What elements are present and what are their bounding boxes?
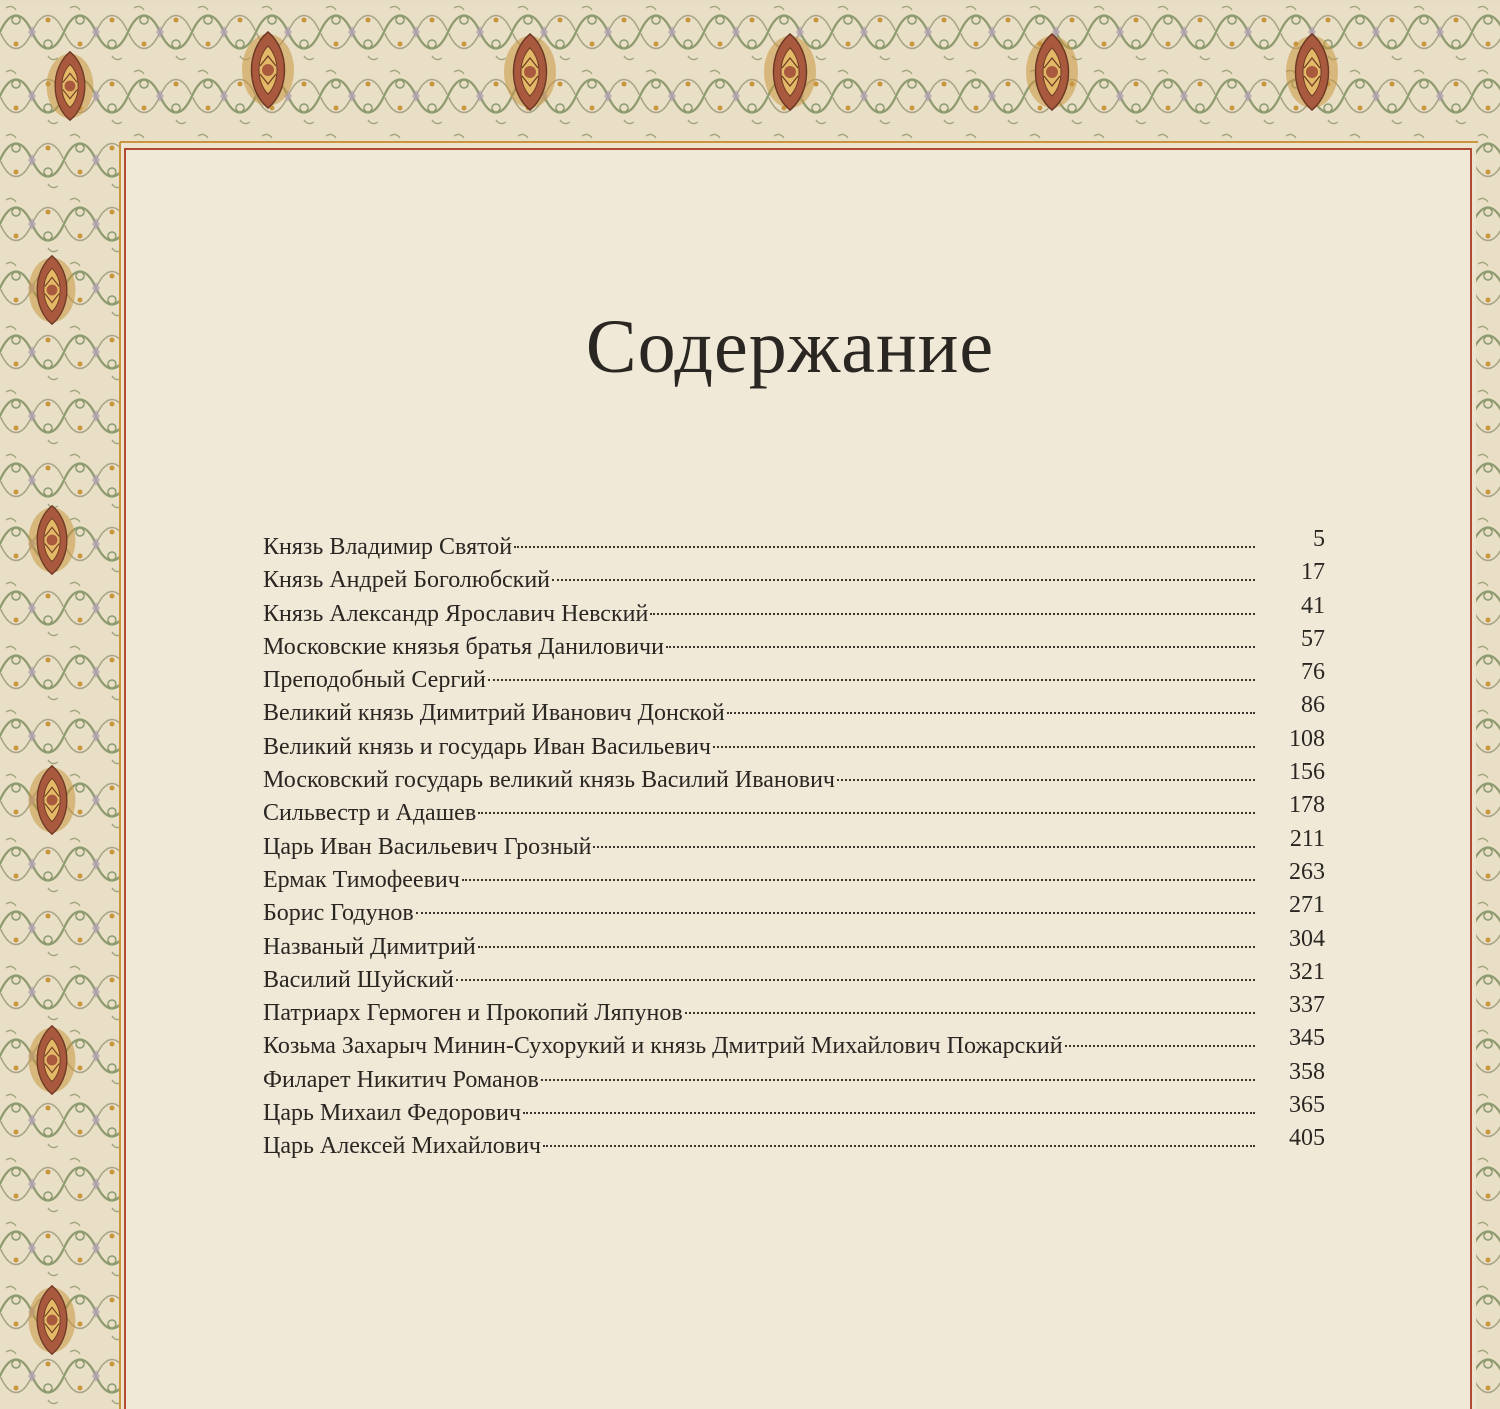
toc-entry-title: Князь Андрей Боголюбский [263, 564, 552, 597]
toc-entry-title: Козьма Захарыч Минин-Сухорукий и князь Дмитрий Михайлович Пожарский [263, 1030, 1065, 1063]
toc-entry [263, 958, 1333, 997]
toc-entry-page-number: 271 [1289, 892, 1325, 919]
toc-entry-title: Филарет Никитич Романов [263, 1064, 541, 1097]
toc-entry-page-number: 57 [1301, 625, 1325, 652]
toc-entry-title: Московские князья братья Даниловичи [263, 631, 666, 664]
toc-entry-page-number: 345 [1289, 1025, 1325, 1052]
toc-entry [263, 792, 1333, 830]
toc-leader-dots [416, 910, 1255, 914]
toc-entry-page-number: 86 [1301, 692, 1325, 719]
toc-leader-dots [666, 644, 1255, 648]
toc-leader-dots [543, 1143, 1255, 1147]
toc-entry-page-number: 321 [1289, 958, 1325, 985]
toc-entry [263, 1058, 1333, 1097]
toc-entry-page-number: 358 [1289, 1058, 1325, 1085]
toc-entry [263, 592, 1333, 631]
toc-entry [263, 992, 1333, 1030]
toc-entry-title: Московский государь великий князь Василий Иванович [263, 764, 837, 797]
toc-entry [263, 659, 1333, 697]
toc-leader-dots [523, 1110, 1255, 1114]
toc-entry [263, 892, 1333, 930]
toc-entry-title: Князь Александр Ярославич Невский [263, 598, 650, 631]
toc-entry-page-number: 263 [1289, 858, 1325, 885]
toc-entry-title: Преподобный Сергий [263, 664, 488, 697]
toc-leader-dots [685, 1010, 1255, 1014]
toc-entry-page-number: 41 [1301, 592, 1325, 619]
toc-leader-dots [837, 777, 1255, 781]
toc-entry-page-number: 156 [1289, 759, 1325, 786]
toc-leader-dots [713, 744, 1255, 748]
toc-entry-page-number: 178 [1289, 792, 1325, 819]
toc-entry [263, 925, 1333, 964]
toc-entry-title: Патриарх Гермоген и Прокопий Ляпунов [263, 997, 685, 1030]
toc-entry [263, 1025, 1333, 1063]
toc-entry [263, 825, 1333, 864]
toc-entry [263, 725, 1333, 764]
toc-entry [263, 1092, 1333, 1130]
toc-entry [263, 1125, 1333, 1163]
toc-entry [263, 559, 1333, 597]
toc-entry-page-number: 76 [1301, 659, 1325, 686]
toc-leader-dots [1065, 1043, 1255, 1047]
toc-entry [263, 526, 1333, 564]
toc-entry [263, 692, 1333, 730]
toc-entry-page-number: 211 [1289, 825, 1325, 852]
toc-entry-page-number: 365 [1289, 1092, 1325, 1119]
toc-entry-title: Царь Алексей Михайлович [263, 1130, 543, 1163]
toc-entry-page-number: 304 [1289, 925, 1325, 952]
toc-leader-dots [593, 844, 1255, 848]
toc-entry-title: Великий князь и государь Иван Васильевич [263, 731, 713, 764]
toc-entry-page-number: 5 [1313, 526, 1325, 552]
toc-leader-dots [541, 1077, 1255, 1081]
toc-leader-dots [514, 544, 1255, 548]
toc-leader-dots [478, 944, 1255, 948]
toc-entry-title: Ермак Тимофеевич [263, 864, 462, 897]
toc-leader-dots [650, 611, 1255, 615]
toc-entry-page-number: 108 [1289, 725, 1325, 752]
toc-entry-title: Царь Иван Васильевич Грозный [263, 831, 593, 864]
toc-entry-title: Сильвестр и Адашев [263, 797, 478, 830]
toc-entry [263, 625, 1333, 664]
toc-entry-page-number: 17 [1301, 559, 1325, 586]
toc-entry-page-number: 405 [1289, 1125, 1325, 1152]
toc-leader-dots [478, 810, 1255, 814]
toc-entry-title: Названый Димитрий [263, 931, 478, 964]
toc-entry-title: Великий князь Димитрий Иванович Донской [263, 697, 727, 730]
table-of-contents [263, 526, 1333, 1164]
toc-entry [263, 858, 1333, 897]
toc-leader-dots [456, 977, 1255, 981]
page-title: Содержание [585, 305, 995, 389]
toc-entry-page-number: 337 [1289, 992, 1325, 1019]
toc-entry-title: Князь Владимир Святой [263, 531, 514, 564]
toc-entry [263, 759, 1333, 797]
toc-entry-title: Царь Михаил Федорович [263, 1097, 523, 1130]
toc-leader-dots [552, 577, 1255, 581]
toc-entry-title: Василий Шуйский [263, 964, 456, 997]
toc-leader-dots [727, 710, 1255, 714]
toc-leader-dots [462, 877, 1255, 881]
toc-leader-dots [488, 677, 1255, 681]
toc-entry-title: Борис Годунов [263, 897, 416, 930]
